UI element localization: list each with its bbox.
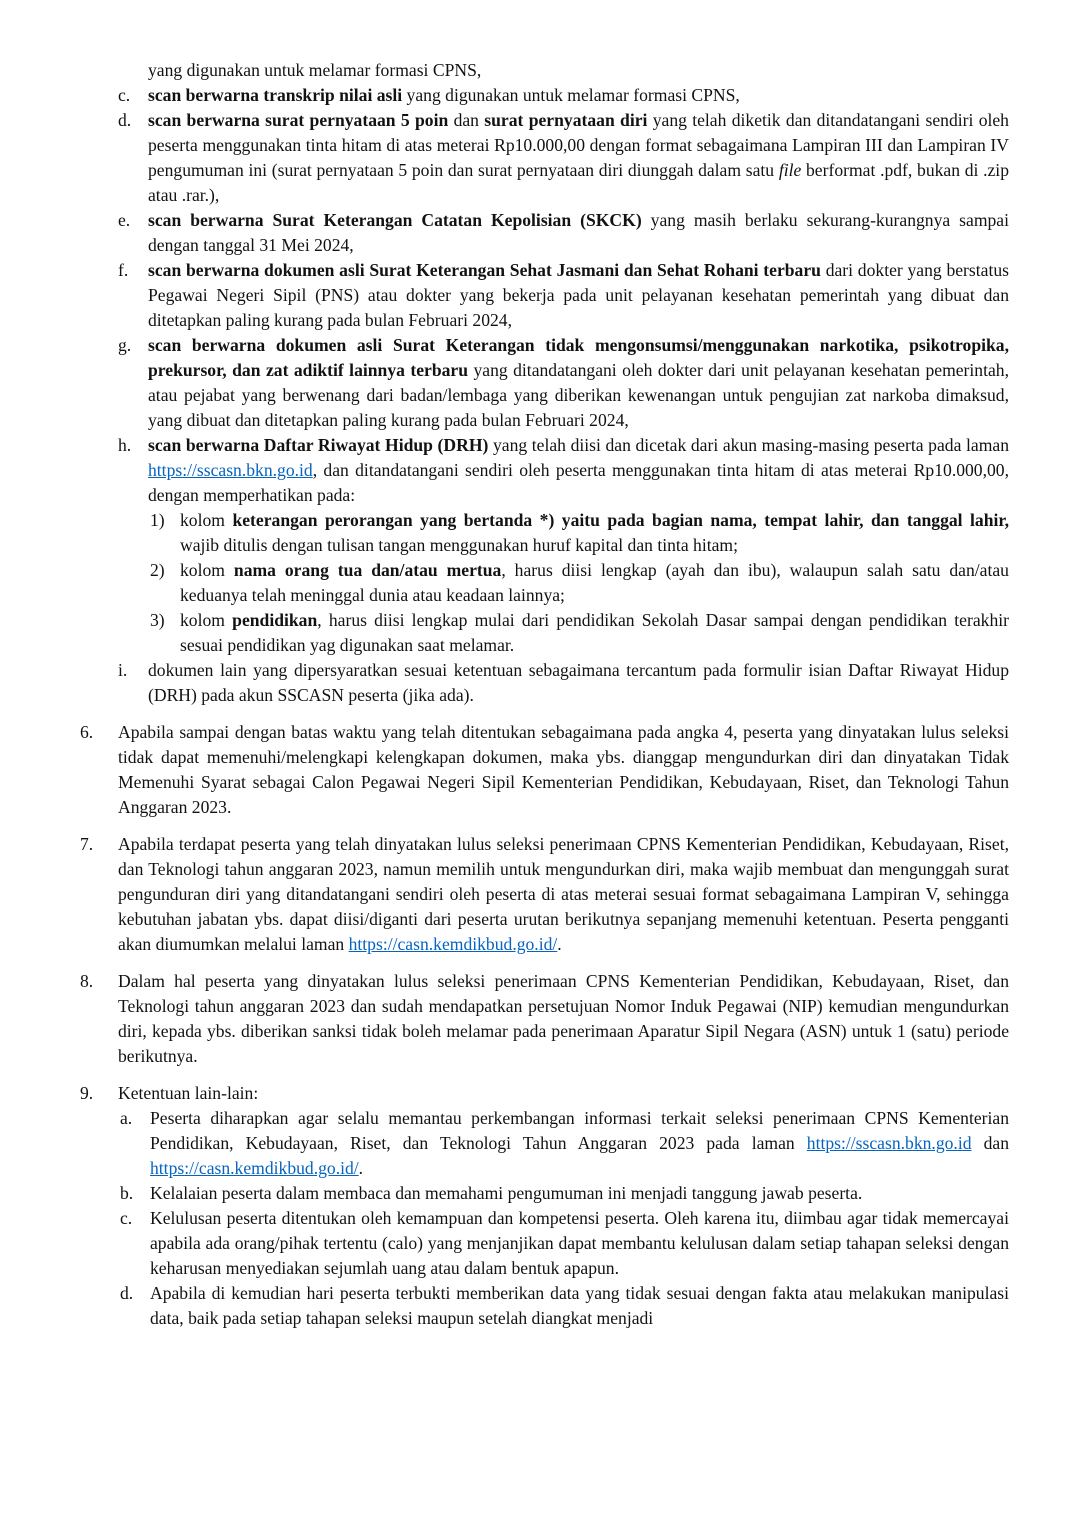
text-segment: , harus diisi lengkap mulai dari pendidikan Sekolah Dasar sampai dengan pendidikan terakhir sesuai pendidikan yag digunakan saat melamar. <box>180 610 1009 655</box>
item-content <box>180 558 1009 608</box>
item-paragraph <box>148 108 1009 208</box>
item-content <box>118 969 1009 1069</box>
continuation-line: yang digunakan untuk melamar formasi CPNS, <box>148 60 482 80</box>
item-paragraph <box>150 1181 1009 1206</box>
text-segment: Apabila sampai dengan batas waktu yang telah ditentukan sebagaimana pada angka 4, peserta yang dinyatakan lulus seleksi tidak dapat memenuhi/melengkapi kelengkapan dokumen, maka ybs. dianggap mengundurkan diri dan dinyatakan Tidak Memenuhi Syarat sebagai Calon Pegawai Negeri Sipil Kementerian Pendidikan, Kebudayaan, Riset, dan Teknologi Tahun Anggaran 2023. <box>118 722 1009 817</box>
text-segment: Peserta diharapkan agar selalu memantau perkembangan informasi terkait seleksi penerimaan CPNS Kementerian Pendidikan, Kebudayaan, Riset, dan Teknologi Tahun Anggaran 2023 pada laman <box>150 1108 1009 1153</box>
text-segment: Kelalaian peserta dalam membaca dan memahami pengumuman ini menjadi tanggung jawab peserta. <box>150 1183 863 1203</box>
sub-list-item <box>150 558 1009 608</box>
text-segment: . <box>557 934 562 954</box>
number-list <box>80 720 1009 1331</box>
item-marker: 2) <box>150 560 165 580</box>
item-paragraph <box>150 1206 1009 1281</box>
text-segment: Ketentuan lain-lain: <box>118 1083 259 1103</box>
item-content <box>118 832 1009 957</box>
letter-list-item <box>118 83 1009 108</box>
text-segment: nama orang tua dan/atau mertua <box>233 560 502 580</box>
text-segment: pendidikan <box>232 610 318 630</box>
item-marker: 8. <box>80 971 94 991</box>
sub-list-item <box>150 508 1009 558</box>
item-content <box>150 1181 1009 1206</box>
sub-list-item <box>120 1106 1009 1181</box>
item-marker: 3) <box>150 610 165 630</box>
text-segment: . <box>358 1158 364 1178</box>
text-segment: file <box>778 160 802 180</box>
item-content <box>148 108 1009 208</box>
text-segment: yang digunakan untuk melamar formasi CPNS, <box>402 85 740 105</box>
text-segment: scan berwarna dokumen asli Surat Keterangan Sehat Jasmani dan Sehat Rohani terbaru <box>148 260 821 280</box>
text-segment: kolom <box>180 610 233 630</box>
item-content <box>148 258 1009 333</box>
number-list-item <box>80 720 1009 820</box>
item-paragraph <box>118 1081 1009 1106</box>
item-paragraph <box>148 433 1009 508</box>
item-paragraph <box>118 832 1009 957</box>
text-segment: dari dokter yang berstatus Pegawai Negeri Sipil (PNS) atau dokter yang bekerja pada unit pelayanan kesehatan pemerintah yang dibuat dan ditetapkan paling kurang pada bulan Februari 2024, <box>148 260 1009 330</box>
item-content <box>118 1081 1009 1331</box>
hyperlink[interactable]: https://sscasn.bkn.go.id <box>806 1133 972 1153</box>
item-marker: a. <box>120 1108 133 1128</box>
item-paragraph <box>180 608 1009 658</box>
item-paragraph <box>150 1281 1009 1331</box>
number-list-item <box>80 832 1009 957</box>
item-content <box>148 433 1009 658</box>
text-segment: dan <box>448 110 485 130</box>
text-segment: scan berwarna Surat Keterangan Catatan Kepolisian (SKCK) <box>148 210 642 230</box>
item-paragraph <box>148 83 1009 108</box>
text-segment: kolom <box>180 560 234 580</box>
item-content <box>148 83 1009 108</box>
text-segment: Kelulusan peserta ditentukan oleh kemampuan dan kompetensi peserta. Oleh karena itu, diimbau agar tidak memercayai apabila ada orang/pihak tertentu (calo) yang menjanjikan dapat membantu kelulusan dalam setiap tahapan seleksi dengan keharusan menyediakan sejumlah uang atau dalam bentuk apapun. <box>150 1208 1009 1278</box>
item-content <box>148 208 1009 258</box>
sub-list-item <box>120 1281 1009 1331</box>
item-content <box>118 720 1009 820</box>
text-segment: scan berwarna Daftar Riwayat Hidup (DRH) <box>148 435 489 455</box>
item-paragraph <box>148 658 1009 708</box>
text-segment: wajib ditulis dengan tulisan tangan menggunakan huruf kapital dan tinta hitam; <box>180 535 738 555</box>
letter-list-item <box>118 658 1009 708</box>
item-paragraph <box>118 720 1009 820</box>
item-marker: h. <box>118 435 132 455</box>
item-paragraph <box>148 258 1009 333</box>
item-paragraph <box>180 508 1009 558</box>
text-segment: Apabila terdapat peserta yang telah dinyatakan lulus seleksi penerimaan CPNS Kementerian Pendidikan, Kebudayaan, Riset, dan Teknologi tahun anggaran 2023, namun memilih untuk mengundurkan diri, maka wajib membuat dan mengunggah surat pengunduran diri yang ditandatangani sendiri oleh peserta di atas meterai sesuai format sebagaimana Lampiran V, sehingga kebutuhan jabatan ybs. dapat diisi/diganti dari peserta urutan berikutnya sepanjang memenuhi ketentuan. Peserta pengganti akan diumumkan melalui laman <box>118 834 1009 954</box>
item-marker: d. <box>118 110 132 130</box>
text-segment: dokumen lain yang dipersyaratkan sesuai ketentuan sebagaimana tercantum pada formulir isian Daftar Riwayat Hidup (DRH) pada akun SSCASN peserta (jika ada). <box>148 660 1009 705</box>
text-segment: yang masih berlaku sekurang-kurangnya sampai dengan tanggal 31 Mei 2024, <box>148 210 1009 255</box>
letter-list-item <box>118 433 1009 658</box>
item-marker: 6. <box>80 722 94 742</box>
sub-list-item <box>150 608 1009 658</box>
item-paragraph <box>118 969 1009 1069</box>
letter-list <box>80 83 1009 708</box>
hyperlink[interactable]: https://casn.kemdikbud.go.id/ <box>150 1158 359 1178</box>
text-segment: scan berwarna surat pernyataan 5 poin <box>148 110 449 130</box>
item-paragraph <box>150 1106 1009 1181</box>
item-marker: c. <box>120 1208 133 1228</box>
item-paragraph <box>148 208 1009 258</box>
text-segment: scan berwarna transkrip nilai asli <box>148 85 403 105</box>
number-list-item <box>80 1081 1009 1331</box>
item-content <box>148 658 1009 708</box>
item-marker: c. <box>118 85 131 105</box>
item-marker: f. <box>118 260 129 280</box>
item-paragraph <box>148 333 1009 433</box>
hyperlink[interactable]: https://casn.kemdikbud.go.id/ <box>348 934 558 954</box>
number-list-item <box>80 969 1009 1069</box>
item-marker: g. <box>118 335 132 355</box>
text-segment: yang ditandatangani oleh dokter dari unit pelayanan kesehatan pemerintah, atau pejabat yang berwenang dari badan/lembaga yang diberikan kewenangan untuk pengujian zat narkoba dimaksud, yang dibuat dan ditetapkan paling kurang pada bulan Februari 2024, <box>148 360 1009 430</box>
item-marker: b. <box>120 1183 134 1203</box>
text-segment: yang telah diisi dan dicetak dari akun masing-masing peserta pada laman <box>488 435 1009 455</box>
text-segment: Apabila di kemudian hari peserta terbukti memberikan data yang tidak sesuai dengan fakta atau melakukan manipulasi data, baik pada setiap tahapan seleksi maupun setelah diangkat menjadi <box>150 1283 1009 1328</box>
item-content <box>148 333 1009 433</box>
text-segment: dan <box>971 1133 1010 1153</box>
letter-list-item <box>118 258 1009 333</box>
sub-list-item <box>120 1206 1009 1281</box>
text-segment: yang telah diketik dan ditandatangani sendiri oleh peserta menggunakan tinta hitam di atas meterai Rp10.000,00 dengan format sebagaimana Lampiran III dan Lampiran IV pengumuman ini (surat pernyataan 5 poin dan surat pernyataan diri diunggah dalam satu <box>148 110 1009 180</box>
item-content <box>180 608 1009 658</box>
letter-list-item <box>118 208 1009 258</box>
text-segment: scan berwarna dokumen asli Surat Keterangan tidak mengonsumsi/menggunakan narkotika, psikotropika, prekursor, dan zat adiktif lainnya terbaru <box>148 335 1009 380</box>
sub-list-item <box>120 1181 1009 1206</box>
item-marker: 7. <box>80 834 94 854</box>
text-segment: , harus diisi lengkap (ayah dan ibu), walaupun salah satu dan/atau keduanya telah meninggal dunia atau keadaan lainnya; <box>180 560 1009 605</box>
letter-list-item <box>118 108 1009 208</box>
text-segment: keterangan perorangan yang bertanda *) yaitu pada bagian nama, tempat lahir, dan tanggal lahir, <box>232 510 1009 530</box>
text-segment: surat pernyataan diri <box>484 110 648 130</box>
item-content <box>150 1281 1009 1331</box>
item-marker: d. <box>120 1283 134 1303</box>
item-content <box>180 508 1009 558</box>
text-segment: kolom <box>180 510 233 530</box>
letter-list-item <box>118 333 1009 433</box>
text-segment: berformat .pdf, bukan di .zip atau .rar.), <box>148 160 1009 205</box>
hyperlink[interactable]: https://sscasn.bkn.go.id <box>148 460 313 480</box>
item-content <box>150 1106 1009 1181</box>
item-marker: 1) <box>150 510 165 530</box>
item-marker: i. <box>118 660 128 680</box>
item-marker: e. <box>118 210 131 230</box>
item-marker: 9. <box>80 1083 94 1103</box>
item-content <box>150 1206 1009 1281</box>
text-segment: Dalam hal peserta yang dinyatakan lulus seleksi penerimaan CPNS Kementerian Pendidikan, Kebudayaan, Riset, dan Teknologi tahun anggaran 2023 dan sudah mendapatkan persetujuan Nomor Induk Pegawai (NIP) kemudian mengundurkan diri, kepada ybs. diberikan sanksi tidak boleh melamar pada penerimaan Aparatur Sipil Negara (ASN) untuk 1 (satu) periode berikutnya. <box>118 971 1009 1066</box>
text-segment: , dan ditandatangani sendiri oleh peserta menggunakan tinta hitam di atas meterai Rp10.000,00, dengan memperhatikan pada: <box>148 460 1009 505</box>
item-paragraph <box>180 558 1009 608</box>
